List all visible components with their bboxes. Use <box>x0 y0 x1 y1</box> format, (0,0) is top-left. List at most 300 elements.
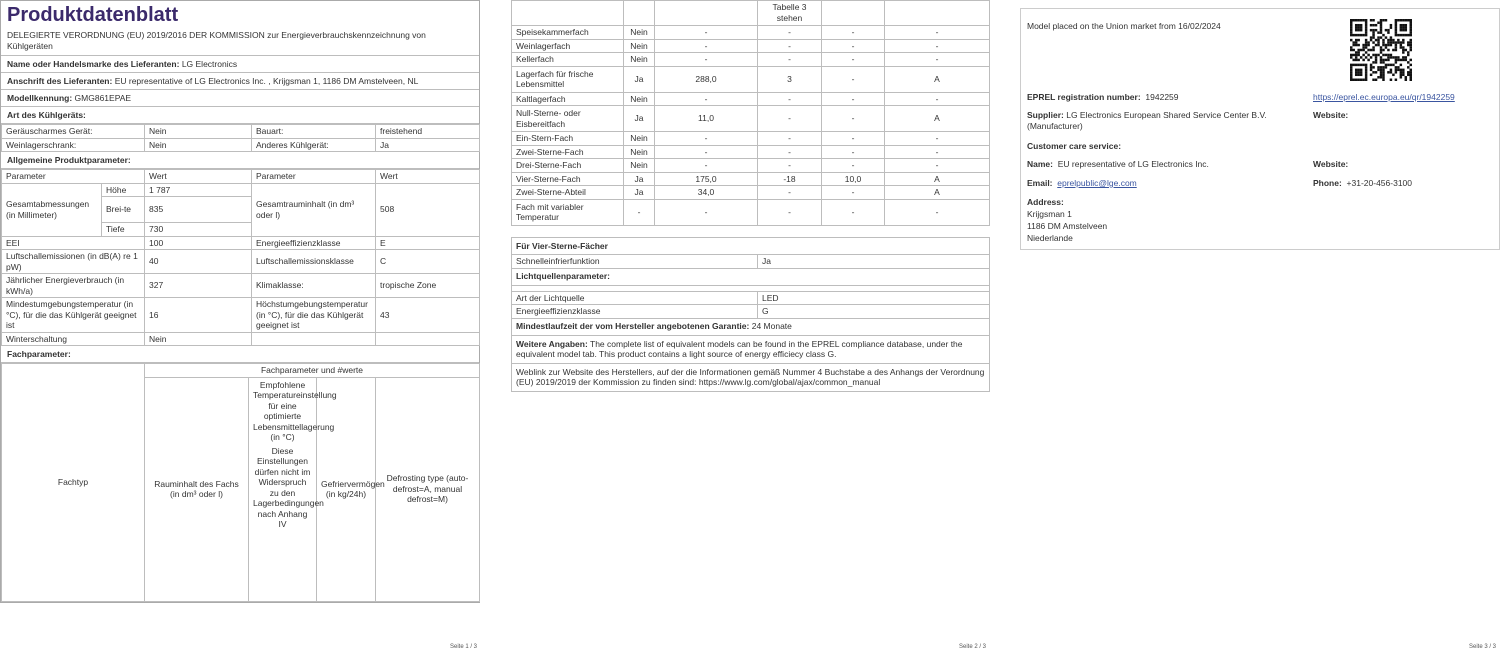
qr-module <box>1377 76 1379 78</box>
qr-module <box>1387 39 1389 41</box>
page-1 <box>0 0 480 651</box>
compartment-name: Drei-Sterne-Fach <box>512 159 624 173</box>
qr-module <box>1355 34 1357 36</box>
qr-module <box>1355 71 1357 73</box>
table-row <box>512 159 990 173</box>
qr-module <box>1397 69 1399 71</box>
compartment-name: Ein-Stern-Fach <box>512 132 624 146</box>
empty-cell <box>512 1 624 26</box>
qr-module <box>1395 26 1397 28</box>
gen-cell: 16 <box>145 298 252 333</box>
qr-module <box>1385 59 1387 61</box>
col-temp-note: Diese Einstellungen dürfen nicht im Widerspruch zu den Lagerbedingungen nach Anhang IV <box>253 445 324 529</box>
qr-module <box>1390 54 1392 56</box>
qr-module <box>1395 21 1397 23</box>
qr-module <box>1380 29 1382 31</box>
light-label: Art der Lichtquelle <box>512 291 758 305</box>
qr-module <box>1405 34 1407 36</box>
compartment-name: Vier-Sterne-Fach <box>512 172 624 186</box>
qr-module <box>1380 61 1382 63</box>
dim-label: Höhe <box>102 183 145 197</box>
qr-module <box>1355 26 1357 28</box>
compartment-name: Weinlagerfach <box>512 39 624 53</box>
care-label: Customer care service: <box>1027 141 1122 151</box>
qr-module <box>1365 24 1367 26</box>
table-row <box>512 1 990 26</box>
empty-cell <box>655 1 758 26</box>
address-label: Anschrift des Lieferanten: <box>7 76 113 86</box>
compartment-value: - <box>758 199 822 225</box>
qr-module <box>1392 49 1394 51</box>
type-cell: Anderes Kühlgerät: <box>252 138 376 152</box>
qr-module <box>1350 39 1352 41</box>
qr-module <box>1390 69 1392 71</box>
quick-freeze-value: Ja <box>758 255 990 269</box>
qr-module <box>1357 44 1359 46</box>
qr-module <box>1365 31 1367 33</box>
qr-module <box>1387 59 1389 61</box>
qr-module <box>1395 71 1397 73</box>
compartment-value: Nein <box>624 145 655 159</box>
phone-value: +31-20-456-3100 <box>1346 178 1413 188</box>
qr-module <box>1380 24 1382 26</box>
qr-module <box>1360 26 1362 28</box>
empty-cell <box>624 1 655 26</box>
compartment-value: A <box>885 172 990 186</box>
empty-cell <box>376 332 480 346</box>
further-value: The complete list of equivalent models can be found in the EPREL compliance database, under the equivalent model tab. This product contains a light source of energy efficiecy class G. <box>516 338 963 359</box>
qr-module <box>1355 51 1357 53</box>
gen-cell: 43 <box>376 298 480 333</box>
qr-module <box>1362 79 1364 81</box>
qr-module <box>1375 39 1377 41</box>
qr-module <box>1375 56 1377 58</box>
qr-module <box>1405 76 1407 78</box>
qr-module <box>1370 36 1372 38</box>
qr-module <box>1410 21 1412 23</box>
qr-module <box>1402 19 1404 21</box>
compartment-name: Lagerfach für frische Lebensmittel <box>512 66 624 92</box>
qr-module <box>1390 41 1392 43</box>
compartment-name: Fach mit variabler Temperatur <box>512 199 624 225</box>
light-header: Lichtquellenparameter: <box>512 268 990 285</box>
qr-module <box>1357 49 1359 51</box>
qr-module <box>1365 44 1367 46</box>
qr-module <box>1390 56 1392 58</box>
qr-module <box>1350 66 1352 68</box>
qr-module <box>1400 46 1402 48</box>
qr-module <box>1400 64 1402 66</box>
qr-module <box>1370 39 1372 41</box>
qr-module <box>1400 76 1402 78</box>
name-row <box>1027 159 1209 170</box>
qr-module <box>1402 49 1404 51</box>
qr-module <box>1365 71 1367 73</box>
qr-module <box>1370 24 1372 26</box>
gen-cell: EEI <box>2 236 145 250</box>
model-row <box>1 90 479 107</box>
qr-module <box>1405 56 1407 58</box>
compartment-value: - <box>758 159 822 173</box>
qr-module <box>1360 64 1362 66</box>
table-row <box>2 183 480 197</box>
qr-module <box>1390 44 1392 46</box>
qr-module <box>1350 34 1352 36</box>
qr-module <box>1377 36 1379 38</box>
qr-module <box>1380 51 1382 53</box>
qr-module <box>1382 54 1384 56</box>
qr-module <box>1355 41 1357 43</box>
qr-module <box>1350 74 1352 76</box>
qr-module <box>1392 41 1394 43</box>
qr-module <box>1382 34 1384 36</box>
phone-label: Phone: <box>1313 178 1342 188</box>
qr-module <box>1405 24 1407 26</box>
qr-module <box>1375 71 1377 73</box>
qr-module <box>1400 24 1402 26</box>
qr-module <box>1375 29 1377 31</box>
lower-table <box>511 237 990 392</box>
qr-module <box>1380 56 1382 58</box>
qr-module <box>1365 79 1367 81</box>
dim-label: Tiefe <box>102 223 145 237</box>
qr-module <box>1405 29 1407 31</box>
qr-module <box>1355 69 1357 71</box>
qr-module <box>1402 56 1404 58</box>
dim-value: 835 <box>145 197 252 223</box>
qr-module <box>1372 46 1374 48</box>
qr-module <box>1410 71 1412 73</box>
compartment-value: - <box>885 145 990 159</box>
qr-module <box>1382 76 1384 78</box>
qr-module <box>1375 79 1377 81</box>
table-row <box>512 335 990 363</box>
qr-module <box>1382 39 1384 41</box>
model-value: GMG861EPAE <box>74 93 132 103</box>
volume-value: 508 <box>376 183 480 236</box>
compartment-value: 34,0 <box>655 186 758 200</box>
qr-module <box>1357 29 1359 31</box>
qr-module <box>1370 19 1372 21</box>
name-value: EU representative of LG Electronics Inc. <box>1057 159 1209 169</box>
gen-cell: 100 <box>145 236 252 250</box>
compartment-value: - <box>885 92 990 106</box>
gen-cell: tropische Zone <box>376 274 480 298</box>
table-row <box>512 172 990 186</box>
page-number: Seite 1 / 3 <box>450 644 478 650</box>
guarantee-label: Mindestlaufzeit der vom Hersteller angebotenen Garantie: <box>516 321 750 332</box>
qr-module <box>1367 59 1369 61</box>
gen-cell: Mindestumgebungstemperatur (in °C), für die das Kühlgerät geeignet ist <box>2 298 145 333</box>
qr-module <box>1352 64 1354 66</box>
address-row <box>1 73 479 90</box>
qr-module <box>1392 56 1394 58</box>
compartment-head-table <box>1 363 480 602</box>
qr-module <box>1350 31 1352 33</box>
eprel-row <box>1027 92 1179 103</box>
qr-module <box>1395 31 1397 33</box>
datasheet-page-1 <box>0 0 480 603</box>
qr-module <box>1365 19 1367 21</box>
page-title: Produktdatenblatt <box>7 4 179 26</box>
compartment-value: - <box>655 159 758 173</box>
supplier-label: Supplier: <box>1027 110 1064 120</box>
compartment-value: Ja <box>624 172 655 186</box>
table-row <box>2 364 480 378</box>
param-head: Wert <box>376 170 480 184</box>
qr-module <box>1395 29 1397 31</box>
compartment-value: - <box>822 39 885 53</box>
email-link[interactable]: eprelpublic@lge.com <box>1057 178 1137 188</box>
email-row <box>1027 178 1137 189</box>
qr-code-icon[interactable] <box>1350 19 1412 81</box>
page-number: Seite 2 / 3 <box>959 644 987 650</box>
qr-module <box>1352 49 1354 51</box>
qr-module <box>1350 46 1352 48</box>
compartment-value: - <box>758 132 822 146</box>
qr-module <box>1385 46 1387 48</box>
general-table <box>1 169 480 346</box>
light-label: Energieeffizienzklasse <box>512 305 758 319</box>
type-cell: Weinlagerschrank: <box>2 138 145 152</box>
qr-module <box>1410 76 1412 78</box>
qr-module <box>1395 49 1397 51</box>
compartment-value: Nein <box>624 92 655 106</box>
col-fachtyp: Fachtyp <box>2 364 145 602</box>
dimensions-label: Gesamtabmessungen (in Millimeter) <box>2 183 102 236</box>
qr-module <box>1385 44 1387 46</box>
dim-value: 730 <box>145 223 252 237</box>
qr-module <box>1370 56 1372 58</box>
qr-module <box>1410 34 1412 36</box>
winter-value: Nein <box>145 332 252 346</box>
qr-module <box>1355 56 1357 58</box>
compartment-value: - <box>822 199 885 225</box>
compartment-value: - <box>758 53 822 67</box>
qr-module <box>1360 19 1362 21</box>
qr-module <box>1405 26 1407 28</box>
empty-cell <box>885 1 990 26</box>
table-row <box>2 236 480 250</box>
qr-module <box>1365 69 1367 71</box>
type-cell: Nein <box>145 125 252 139</box>
weblink-text[interactable]: Weblink zur Website des Herstellers, auf der die Informationen gemäß Nummer 4 Buchstabe a des Anhangs der Verordnung (EU) 2019/2019 der Kommission zu finden sind: https://www.lg.com/global/ajax/common_manual <box>512 363 990 391</box>
qr-module <box>1402 29 1404 31</box>
qr-module <box>1385 36 1387 38</box>
table-row <box>2 138 480 152</box>
qr-module <box>1367 49 1369 51</box>
table-row <box>512 238 990 255</box>
qr-module <box>1372 54 1374 56</box>
qr-module <box>1355 19 1357 21</box>
qr-module <box>1352 19 1354 21</box>
compartment-value: 288,0 <box>655 66 758 92</box>
qr-module <box>1365 51 1367 53</box>
col-defrost: Defrosting type (auto-defrost=A, manual defrost=M) <box>376 377 480 601</box>
gen-cell: 327 <box>145 274 252 298</box>
qr-module <box>1380 26 1382 28</box>
compartment-name: Kaltlagerfach <box>512 92 624 106</box>
qr-module <box>1350 64 1352 66</box>
type-header <box>1 107 479 124</box>
qr-module <box>1382 74 1384 76</box>
qr-module <box>1352 44 1354 46</box>
further-row <box>512 335 990 363</box>
qr-module <box>1380 69 1382 71</box>
qr-module <box>1395 44 1397 46</box>
qr-module <box>1375 24 1377 26</box>
website2-label: Website: <box>1313 159 1349 169</box>
email-label: Email: <box>1027 178 1053 188</box>
compartment-name: Kellerfach <box>512 53 624 67</box>
qr-module <box>1395 34 1397 36</box>
qr-module <box>1362 59 1364 61</box>
qr-module <box>1370 69 1372 71</box>
compartment-value: - <box>822 159 885 173</box>
compartment-table <box>511 0 990 226</box>
qr-module <box>1380 59 1382 61</box>
qr-module <box>1365 34 1367 36</box>
table-row <box>2 298 480 333</box>
compartment-value: - <box>655 39 758 53</box>
qr-module <box>1355 54 1357 56</box>
qr-module <box>1385 29 1387 31</box>
table-row <box>512 26 990 40</box>
empty-cell <box>252 332 376 346</box>
qr-module <box>1350 24 1352 26</box>
qr-module <box>1380 36 1382 38</box>
table-row <box>512 53 990 67</box>
qr-module <box>1400 34 1402 36</box>
qr-module <box>1357 39 1359 41</box>
qr-module <box>1360 74 1362 76</box>
qr-module <box>1372 24 1374 26</box>
eprel-value: 1942259 <box>1145 92 1179 102</box>
param-head: Parameter <box>252 170 376 184</box>
qr-module <box>1410 39 1412 41</box>
qr-module <box>1390 64 1392 66</box>
qr-module <box>1395 19 1397 21</box>
compartment-header-label: Fachparameter: <box>7 349 71 359</box>
qr-module <box>1410 64 1412 66</box>
qr-module <box>1407 61 1409 63</box>
table-row <box>2 250 480 274</box>
qr-module <box>1407 71 1409 73</box>
qr-module <box>1410 59 1412 61</box>
qr-module <box>1392 64 1394 66</box>
qr-module <box>1355 64 1357 66</box>
qr-module <box>1402 41 1404 43</box>
qr-module <box>1352 54 1354 56</box>
qr-module <box>1372 61 1374 63</box>
qr-module <box>1372 71 1374 73</box>
qr-module <box>1365 46 1367 48</box>
qr-module <box>1387 49 1389 51</box>
qr-module <box>1400 19 1402 21</box>
compartment-value: - <box>758 26 822 40</box>
qr-module <box>1357 24 1359 26</box>
table-row <box>512 145 990 159</box>
qr-module <box>1397 39 1399 41</box>
qr-module <box>1410 19 1412 21</box>
qr-module <box>1370 74 1372 76</box>
qr-module <box>1355 24 1357 26</box>
compartment-group-header: Fachparameter und #werte <box>145 364 480 378</box>
qr-module <box>1395 46 1397 48</box>
supplier-label: Name oder Handelsmarke des Lieferanten: <box>7 59 180 69</box>
qr-module <box>1380 71 1382 73</box>
qr-module <box>1357 54 1359 56</box>
general-header <box>1 152 479 169</box>
compartment-value: - <box>822 145 885 159</box>
qr-module <box>1402 46 1404 48</box>
four-star-header: Für Vier-Sterne-Fächer <box>512 238 990 255</box>
table-row <box>2 125 480 139</box>
qr-module <box>1405 19 1407 21</box>
qr-module <box>1390 26 1392 28</box>
quick-freeze-label: Schnelleinfrierfunktion <box>512 255 758 269</box>
qr-module <box>1410 46 1412 48</box>
compartment-value: Nein <box>624 26 655 40</box>
compartment-header <box>1 346 479 363</box>
qr-module <box>1365 76 1367 78</box>
compartment-value: - <box>758 186 822 200</box>
qr-module <box>1365 66 1367 68</box>
compartment-value: Nein <box>624 39 655 53</box>
compartment-value: 175,0 <box>655 172 758 186</box>
qr-module <box>1382 71 1384 73</box>
qr-module <box>1370 49 1372 51</box>
qr-module <box>1367 41 1369 43</box>
qr-module <box>1402 39 1404 41</box>
qr-module <box>1385 64 1387 66</box>
qr-module <box>1360 34 1362 36</box>
qr-module <box>1390 39 1392 41</box>
qr-module <box>1410 29 1412 31</box>
qr-module <box>1377 69 1379 71</box>
qr-module <box>1360 69 1362 71</box>
qr-module <box>1362 49 1364 51</box>
qr-module <box>1407 19 1409 21</box>
qr-module <box>1402 59 1404 61</box>
table-row <box>512 291 990 305</box>
eprel-link[interactable]: https://eprel.ec.europa.eu/qr/1942259 <box>1313 92 1455 102</box>
qr-module <box>1390 71 1392 73</box>
address-value: EU representative of LG Electronics Inc. , Krijgsman 1, 1186 DM Amstelveen, NL <box>114 76 419 86</box>
qr-module <box>1407 51 1409 53</box>
qr-module <box>1402 69 1404 71</box>
qr-module <box>1407 44 1409 46</box>
qr-module <box>1365 41 1367 43</box>
qr-module <box>1350 29 1352 31</box>
qr-module <box>1362 44 1364 46</box>
eprel-info-card <box>1020 8 1500 250</box>
qr-module <box>1367 44 1369 46</box>
compartment-name: Zwei-Sterne-Abteil <box>512 186 624 200</box>
compartment-value: - <box>885 199 990 225</box>
compartment-value: -18 <box>758 172 822 186</box>
qr-module <box>1402 34 1404 36</box>
qr-module <box>1357 69 1359 71</box>
qr-module <box>1395 79 1397 81</box>
qr-module <box>1402 74 1404 76</box>
compartment-value: - <box>655 132 758 146</box>
compartment-value: - <box>655 92 758 106</box>
compartment-value: - <box>655 26 758 40</box>
qr-module <box>1400 69 1402 71</box>
compartment-value: - <box>885 39 990 53</box>
qr-module <box>1375 44 1377 46</box>
